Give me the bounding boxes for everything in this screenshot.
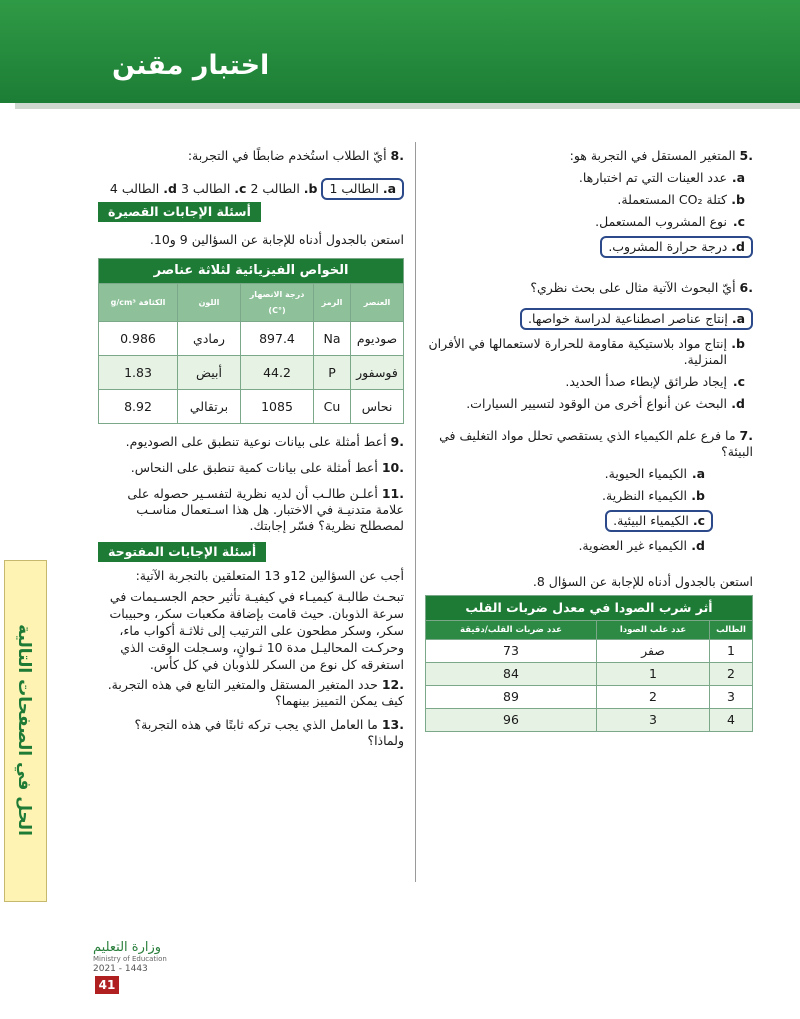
- option-letter: d.: [731, 239, 745, 254]
- table-cell: 96: [426, 709, 597, 732]
- answer-box: [520, 308, 753, 330]
- table-cell: Na: [314, 322, 351, 356]
- table-row: [426, 709, 753, 732]
- question-text: أيّ الطلاب استُخدم ضابطًا في التجربة:: [187, 148, 387, 163]
- table-cell: 2: [596, 686, 709, 709]
- option-text: الطالب 4: [109, 181, 160, 196]
- open-intro: أجب عن السؤالين 12و 13 المتعلقين بالتجربة الآتية:: [135, 568, 404, 583]
- column-header: اللون: [178, 284, 241, 322]
- table-cell: 4: [710, 709, 753, 732]
- table-row: [99, 356, 404, 390]
- header-banner: [0, 0, 800, 103]
- option-d-selected: [425, 236, 753, 258]
- column-header: الرمز: [314, 284, 351, 322]
- page-number: 41: [95, 976, 119, 994]
- option-letter: a.: [731, 170, 745, 185]
- table-cell: 89: [426, 686, 597, 709]
- question-number: .5: [739, 148, 753, 163]
- question-8: [98, 148, 404, 164]
- question-number: .12: [381, 677, 404, 692]
- table-cell: Cu: [314, 390, 351, 424]
- question-number: .8: [390, 148, 404, 163]
- option-letter: a.: [382, 181, 396, 196]
- option-letter: a.: [731, 311, 745, 326]
- question-13: [98, 717, 404, 749]
- question-number: .9: [390, 434, 404, 449]
- column-header: الطالب: [710, 621, 753, 640]
- option-letter: c.: [732, 214, 745, 229]
- table-cell: 84: [426, 663, 597, 686]
- q5-options: [425, 170, 753, 258]
- q7-options: [425, 466, 753, 554]
- soda-heart-rate-table: [425, 595, 753, 732]
- option-d: [425, 538, 713, 554]
- option-letter: a.: [691, 466, 705, 481]
- question-text: حدد المتغير المستقل والمتغير التابع في هذه التجربة. كيف يمكن التمييز بينهما؟: [107, 677, 404, 708]
- table-cell: 1.83: [99, 356, 178, 390]
- table-cell: 73: [426, 640, 597, 663]
- option-text: الطالب 2: [250, 181, 300, 196]
- option-text: البحث عن أنواع أخرى من الوقود لتسيير السيارات.: [466, 396, 727, 411]
- option-text: نوع المشروب المستعمل.: [595, 214, 727, 229]
- question-text: المتغير المستقل في التجربة هو:: [569, 148, 736, 163]
- column-header: عدد علب الصودا: [596, 621, 709, 640]
- table-cell: صفر: [596, 640, 709, 663]
- table-row: [426, 686, 753, 709]
- option-letter: d.: [691, 538, 705, 553]
- option-letter: c.: [732, 374, 745, 389]
- table-cell: نحاس: [351, 390, 404, 424]
- section-heading-short: أسئلة الإجابات القصيرة: [98, 202, 261, 222]
- left-column: [98, 148, 404, 749]
- edition-year: 2021 - 1443: [93, 964, 148, 974]
- column-header: درجة الانصهار (°C): [241, 284, 314, 322]
- option-text: إنتاج عناصر اصطناعية لدراسة خواصها.: [528, 311, 728, 326]
- option-text: الكيمياء الحيوية.: [604, 466, 687, 481]
- table-cell: أبيض: [178, 356, 241, 390]
- table-cell: 0.986: [99, 322, 178, 356]
- column-divider: [415, 142, 416, 882]
- option-c: [181, 181, 247, 196]
- option-c: [425, 214, 753, 230]
- option-letter: b.: [731, 192, 745, 207]
- question-text: أعط أمثلة على بيانات نوعية تنطبق على الصوديوم.: [125, 434, 387, 449]
- option-text: إيجاد طرائق لإبطاء صدأ الحديد.: [565, 374, 727, 389]
- question-text: ما فرع علم الكيمياء الذي يستقصي تحلل مواد التغليف في البيئة؟: [439, 428, 753, 459]
- option-b: [425, 488, 713, 504]
- option-text: الكيمياء غير العضوية.: [578, 538, 687, 553]
- option-text: الطالب 1: [329, 181, 379, 196]
- option-letter: b.: [691, 488, 705, 503]
- question-number: .6: [739, 280, 753, 295]
- column-header: الكثافة g/cm³: [99, 284, 178, 322]
- table-row: [99, 390, 404, 424]
- section-heading-open: أسئلة الإجابات المفتوحة: [98, 542, 266, 562]
- option-d: [425, 396, 753, 412]
- q8-options: [98, 178, 404, 200]
- table-cell: 1: [596, 663, 709, 686]
- option-letter: b.: [303, 181, 318, 196]
- question-10: [98, 460, 404, 476]
- ministry-logo-text: وزارة التعليم: [93, 940, 162, 955]
- question-number: .10: [381, 460, 404, 475]
- question-text: أيّ البحوث الآتية مثال على بحث نظري؟: [530, 280, 736, 295]
- option-letter: d.: [731, 396, 745, 411]
- table-cell: 2: [710, 663, 753, 686]
- table-row: [99, 322, 404, 356]
- option-letter: c.: [692, 513, 705, 528]
- option-b: [250, 181, 317, 196]
- table-title: الخواص الفيزيائية لثلاثة عناصر: [99, 259, 404, 284]
- column-header: عدد ضربات القلب/دقيقة: [426, 621, 597, 640]
- option-b: [425, 192, 753, 208]
- table-cell: 1: [710, 640, 753, 663]
- option-text: إنتاج مواد بلاستيكية مقاومة للحرارة لاستعمالها في الأفران المنزلية.: [428, 336, 727, 367]
- page-title: اختبار مقنن: [112, 50, 270, 81]
- question-9: [98, 434, 404, 450]
- table-cell: رمادي: [178, 322, 241, 356]
- question-number: .13: [381, 717, 404, 732]
- right-column: [425, 148, 753, 732]
- question-text: أعلـن طالـب أن لديه نظرية لتفسـير حصوله على علامة متدنيـة في الاختبار. هل هذا اسـتعمال مناسـب لمصطلح نظرية؟ فسّر إجابتك.: [127, 486, 404, 533]
- option-c: [425, 374, 753, 390]
- question-12: [98, 677, 404, 709]
- table-cell: صوديوم: [351, 322, 404, 356]
- option-text: كتلة CO₂ المستعملة.: [617, 192, 727, 207]
- side-tab-label: الحل في الصفحات التالية: [14, 624, 34, 836]
- table-intro: استعن بالجدول أدناه للإجابة عن السؤال 8.: [532, 574, 753, 589]
- answer-box: [600, 236, 753, 258]
- option-a: [425, 466, 713, 482]
- table-cell: 8.92: [99, 390, 178, 424]
- table-cell: 3: [710, 686, 753, 709]
- table-cell: P: [314, 356, 351, 390]
- option-text: عدد العينات التي تم اختبارها.: [578, 170, 727, 185]
- experiment-scenario: تبحـث طالبـة كيميـاء في كيفيـة تأثير حجم الجسـيمات في سرعة الذوبان. حيث قامت بإضافة مكعبات سكر، وحبيبات سكر، وسكر مطحون على الترتيب إلى ثلاثـة أكواب ماء، وحركـت المحاليـل مدة 10 ثـوانٍ، وسـجلت الوقت الذي استغرقه كل نوع من السكر للذوبان في كل كأس.: [109, 589, 404, 672]
- option-letter: b.: [731, 336, 745, 351]
- table-cell: 897.4: [241, 322, 314, 356]
- option-a-selected: [425, 308, 753, 330]
- question-text: ما العامل الذي يجب تركه ثابتًا في هذه التجربة؟ ولماذا؟: [134, 717, 404, 748]
- question-5: [425, 148, 753, 164]
- physical-properties-table: [98, 258, 404, 424]
- table-cell: برتقالي: [178, 390, 241, 424]
- option-letter: c.: [234, 181, 247, 196]
- table-title: أثر شرب الصودا في معدل ضربات القلب: [426, 596, 753, 621]
- answer-box: [605, 510, 713, 532]
- q6-options: [425, 308, 753, 412]
- question-6: [425, 280, 753, 296]
- option-text: الطالب 3: [180, 181, 231, 196]
- option-text: الكيمياء النظرية.: [602, 488, 687, 503]
- table-cell: 1085: [241, 390, 314, 424]
- option-text: الكيمياء البيئية.: [613, 513, 689, 528]
- question-number: .11: [381, 486, 404, 501]
- table-row: [426, 663, 753, 686]
- option-a-selected: [321, 178, 404, 200]
- table-cell: 44.2: [241, 356, 314, 390]
- header-strip: [15, 103, 800, 109]
- ministry-logo-english: Ministry of Education: [93, 955, 167, 963]
- table-cell: فوسفور: [351, 356, 404, 390]
- short-intro: استعن بالجدول أدناه للإجابة عن السؤالين 9 و10.: [149, 232, 404, 247]
- option-a: [425, 170, 753, 186]
- option-d: [110, 181, 177, 196]
- table-cell: 3: [596, 709, 709, 732]
- option-letter: d.: [163, 181, 177, 196]
- table-row: [426, 640, 753, 663]
- question-7: [425, 428, 753, 460]
- option-b: [425, 336, 753, 368]
- question-11: [98, 486, 404, 534]
- question-text: أعط أمثلة على بيانات كمية تنطبق على النحاس.: [130, 460, 378, 475]
- question-number: .7: [739, 428, 753, 443]
- column-header: العنصر: [351, 284, 404, 322]
- option-c-selected: [425, 510, 713, 532]
- option-text: درجة حرارة المشروب.: [608, 239, 728, 254]
